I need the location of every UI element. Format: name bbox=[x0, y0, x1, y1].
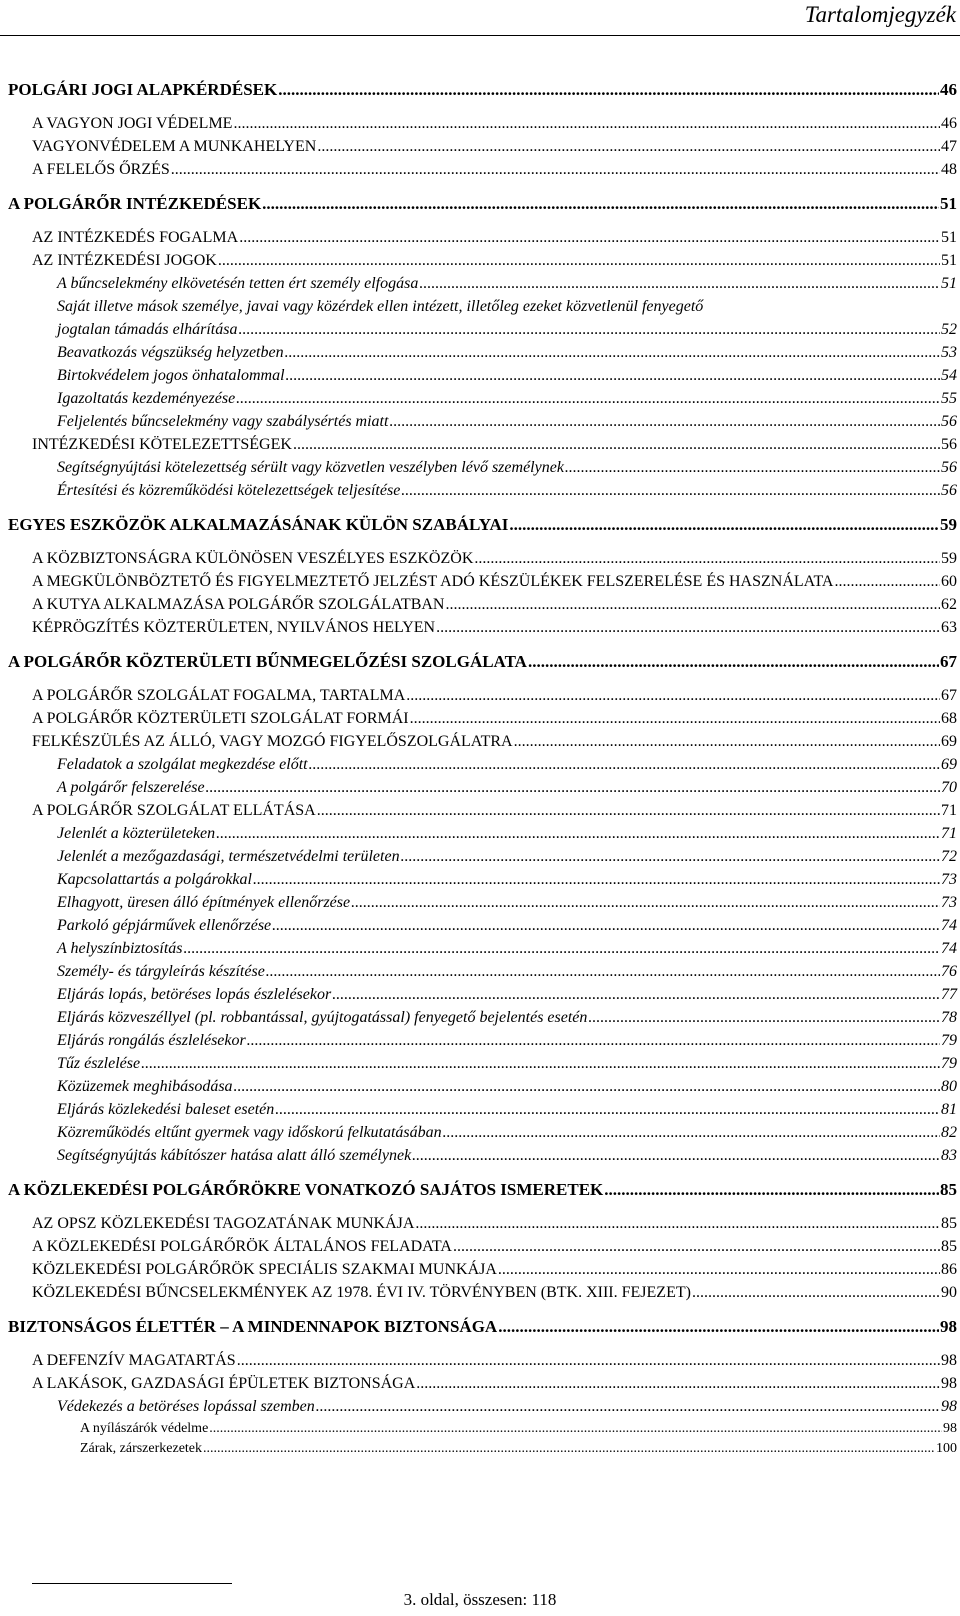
toc-entry-title: A KUTYA ALKALMAZÁSA POLGÁRŐR SZOLGÁLATBAN bbox=[32, 596, 445, 613]
toc-entry-level-3[interactable] bbox=[0, 779, 960, 802]
toc-entry-page-number: 79 bbox=[941, 1055, 957, 1072]
toc-entry-title: BIZTONSÁGOS ÉLETTÉR – A MINDENNAPOK BIZTONSÁGA bbox=[8, 1317, 498, 1336]
dot-leader bbox=[401, 848, 940, 866]
dot-leader bbox=[233, 115, 940, 133]
dot-leader bbox=[286, 367, 940, 385]
toc-entry-title: A DEFENZÍV MAGATARTÁS bbox=[32, 1352, 236, 1369]
toc-entry-level-3[interactable] bbox=[0, 986, 960, 1009]
toc-entry-page-number: 98 bbox=[940, 1317, 957, 1336]
dot-leader bbox=[416, 1375, 940, 1393]
dot-leader bbox=[262, 194, 939, 214]
toc-entry-level-2[interactable] bbox=[0, 687, 960, 710]
toc-entry-page-number: 54 bbox=[941, 367, 957, 384]
toc-entry-level-3[interactable] bbox=[0, 917, 960, 940]
toc-entry-title: A helyszínbiztosítás bbox=[57, 940, 183, 957]
toc-entry-title: A POLGÁRŐR KÖZTERÜLETI BŰNMEGELŐZÉSI SZOLGÁLATA bbox=[8, 652, 527, 671]
dot-leader bbox=[351, 894, 940, 912]
toc-entry-level-2[interactable] bbox=[0, 733, 960, 756]
toc-entry-level-3[interactable] bbox=[0, 1101, 960, 1124]
toc-entry-title: A MEGKÜLÖNBÖZTETŐ ÉS FIGYELMEZTETŐ JELZÉST ADÓ KÉSZÜLÉKEK FELSZERELÉSE ÉS HASZNÁLATA bbox=[32, 573, 834, 590]
toc-entry-level-2[interactable] bbox=[0, 619, 960, 642]
toc-entry-page-number: 71 bbox=[941, 802, 957, 819]
toc-entry-level-2[interactable] bbox=[0, 802, 960, 825]
toc-entry-page-number: 48 bbox=[941, 161, 957, 178]
toc-entry-level-3[interactable] bbox=[0, 1009, 960, 1032]
toc-entry-page-number: 46 bbox=[941, 115, 957, 132]
dot-leader bbox=[206, 779, 940, 797]
toc-entry-level-4[interactable] bbox=[0, 1441, 960, 1461]
toc-entry-page-number: 56 bbox=[941, 413, 957, 430]
toc-entry-title: VAGYONVÉDELEM A MUNKAHELYEN bbox=[32, 138, 317, 155]
dot-leader bbox=[141, 1055, 940, 1073]
toc-entry-page-number: 52 bbox=[941, 321, 957, 338]
toc-entry-page-number: 83 bbox=[941, 1147, 957, 1164]
toc-entry-title: A KÖZLEKEDÉSI POLGÁRŐRÖKRE VONATKOZÓ SAJÁTOS ISMERETEK bbox=[8, 1180, 604, 1199]
dot-leader bbox=[474, 550, 940, 568]
toc-entry-title: Jelenlét a mezőgazdasági, természetvédelmi területen bbox=[57, 848, 400, 865]
header-divider bbox=[0, 35, 960, 36]
dot-leader bbox=[203, 1441, 935, 1457]
toc-entry-title: FELKÉSZÜLÉS AZ ÁLLÓ, VAGY MOZGÓ FIGYELŐSZOLGÁLATRA bbox=[32, 733, 513, 750]
toc-entry-level-3[interactable] bbox=[0, 871, 960, 894]
toc-entry-level-3[interactable] bbox=[0, 1032, 960, 1055]
toc-entry-page-number: 81 bbox=[941, 1101, 957, 1118]
toc-entry-title: Eljárás lopás, betöréses lopás észlelésekor bbox=[57, 986, 332, 1003]
toc-entry-title: Személy- és tárgyleírás készítése bbox=[57, 963, 265, 980]
toc-entry-page-number: 55 bbox=[941, 390, 957, 407]
toc-entry-title: KÖZLEKEDÉSI BŰNCSELEKMÉNYEK AZ 1978. ÉVI IV. TÖRVÉNYBEN (BTK. XIII. FEJEZET) bbox=[32, 1284, 691, 1301]
toc-entry-page-number: 53 bbox=[941, 344, 957, 361]
dot-leader bbox=[317, 138, 940, 156]
toc-entry-level-2[interactable] bbox=[0, 1261, 960, 1284]
toc-entry-page-number: 56 bbox=[941, 482, 957, 499]
toc-entry-page-number: 63 bbox=[941, 619, 957, 636]
dot-leader bbox=[528, 652, 939, 672]
toc-entry-title: Kapcsolattartás a polgárokkal bbox=[57, 871, 252, 888]
dot-leader bbox=[443, 1124, 940, 1142]
toc-entry-level-3[interactable] bbox=[0, 321, 960, 344]
toc-entry-page-number: 98 bbox=[941, 1398, 957, 1415]
toc-entry-level-3[interactable] bbox=[0, 1398, 960, 1421]
toc-entry-level-2[interactable] bbox=[0, 710, 960, 733]
toc-entry-page-number: 51 bbox=[941, 252, 957, 269]
dot-leader bbox=[293, 436, 940, 454]
toc-entry-page-number: 78 bbox=[941, 1009, 957, 1026]
toc-entry-level-2[interactable] bbox=[0, 1352, 960, 1375]
toc-entry-title: Eljárás rongálás észlelésekor bbox=[57, 1032, 246, 1049]
dot-leader bbox=[239, 229, 940, 247]
toc-entry-page-number: 79 bbox=[941, 1032, 957, 1049]
toc-entry-page-number: 71 bbox=[941, 825, 957, 842]
toc-entry-level-2[interactable] bbox=[0, 252, 960, 275]
header-title: Tartalomjegyzék bbox=[804, 2, 956, 27]
dot-leader bbox=[498, 1261, 940, 1279]
toc-entry-title: Közreműködés eltűnt gyermek vagy időskorú felkutatásában bbox=[57, 1124, 442, 1141]
toc-entry-level-1[interactable] bbox=[0, 194, 960, 221]
toc-entry-page-number: 68 bbox=[941, 710, 957, 727]
dot-leader bbox=[401, 482, 940, 500]
toc-entry-page-number: 62 bbox=[941, 596, 957, 613]
toc-entry-page-number: 98 bbox=[941, 1352, 957, 1369]
toc-entry-title: Értesítési és közreműködési kötelezettségek teljesítése bbox=[57, 482, 401, 499]
dot-leader bbox=[309, 756, 940, 774]
toc-entry-page-number: 74 bbox=[941, 940, 957, 957]
toc-entry-level-1[interactable] bbox=[0, 1180, 960, 1207]
toc-entry-title: A POLGÁRŐR SZOLGÁLAT FOGALMA, TARTALMA bbox=[32, 687, 406, 704]
dot-leader bbox=[565, 459, 940, 477]
toc-entry-page-number: 85 bbox=[940, 1180, 957, 1199]
dot-leader bbox=[415, 1215, 940, 1233]
toc-entry-page-number: 51 bbox=[941, 229, 957, 246]
page-header bbox=[0, 0, 960, 36]
dot-leader bbox=[209, 1421, 942, 1437]
toc-entry-title: Tűz észlelése bbox=[57, 1055, 141, 1072]
toc-entry-title: Feljelentés bűncselekmény vagy szabálysértés miatt bbox=[57, 413, 389, 430]
dot-leader bbox=[419, 275, 940, 293]
toc-entry-level-3[interactable] bbox=[0, 344, 960, 367]
dot-leader bbox=[275, 1101, 940, 1119]
toc-entry-title: Segítségnyújtási kötelezettség sérült vagy közvetlen veszélyben lévő személynek bbox=[57, 459, 564, 476]
toc-entry-page-number: 98 bbox=[943, 1421, 957, 1436]
toc-entry-title: INTÉZKEDÉSI KÖTELEZETTSÉGEK bbox=[32, 436, 292, 453]
dot-leader bbox=[509, 515, 939, 535]
toc-entry-level-2[interactable] bbox=[0, 1215, 960, 1238]
toc-entry-title: A nyílászárók védelme bbox=[80, 1421, 209, 1436]
dot-leader bbox=[216, 825, 940, 843]
toc-entry-title: Eljárás közlekedési baleset esetén bbox=[57, 1101, 275, 1118]
dot-leader bbox=[278, 80, 939, 100]
toc-entry-title: A bűncselekmény elkövetésén tetten ért személy elfogása bbox=[57, 275, 419, 292]
toc-entry-level-2[interactable] bbox=[0, 161, 960, 184]
toc-entry-level-3[interactable] bbox=[0, 1124, 960, 1147]
dot-leader bbox=[266, 963, 940, 981]
toc-entry-level-3[interactable] bbox=[0, 940, 960, 963]
toc-entry-page-number: 98 bbox=[941, 1375, 957, 1392]
toc-entry-title: Parkoló gépjárművek ellenőrzése bbox=[57, 917, 272, 934]
toc-entry-page-number: 72 bbox=[941, 848, 957, 865]
toc-entry-level-2[interactable] bbox=[0, 1238, 960, 1261]
toc-entry-level-2[interactable] bbox=[0, 1284, 960, 1307]
toc-entry-title: Segítségnyújtás kábítószer hatása alatt álló személynek bbox=[57, 1147, 412, 1164]
toc-entry-level-2[interactable] bbox=[0, 436, 960, 459]
toc-entry-title: A LAKÁSOK, GAZDASÁGI ÉPÜLETEK BIZTONSÁGA bbox=[32, 1375, 416, 1392]
toc-entry-level-2[interactable] bbox=[0, 550, 960, 573]
toc-entry-page-number: 56 bbox=[941, 459, 957, 476]
toc-entry-page-number: 73 bbox=[941, 894, 957, 911]
toc-entry-title: AZ OPSZ KÖZLEKEDÉSI TAGOZATÁNAK MUNKÁJA bbox=[32, 1215, 415, 1232]
toc-entry-title: A KÖZLEKEDÉSI POLGÁRŐRÖK ÁLTALÁNOS FELADATA bbox=[32, 1238, 452, 1255]
toc-entry-level-3[interactable] bbox=[0, 1078, 960, 1101]
dot-leader bbox=[184, 940, 941, 958]
toc-entry-level-3[interactable] bbox=[0, 459, 960, 482]
toc-entry-level-3[interactable] bbox=[0, 848, 960, 871]
dot-leader bbox=[171, 161, 940, 179]
toc-entry-title-line1: Saját illetve mások személye, javai vagy közérdek ellen intézett, illetőleg ezeket közvetlenül fenyegető bbox=[57, 298, 704, 315]
toc-entry-level-3[interactable] bbox=[0, 482, 960, 505]
toc-entry-page-number: 86 bbox=[941, 1261, 957, 1278]
dot-leader bbox=[317, 802, 940, 820]
toc-entry-page-number: 77 bbox=[941, 986, 957, 1003]
toc-entry-title: AZ INTÉZKEDÉS FOGALMA bbox=[32, 229, 239, 246]
toc-entry-page-number: 56 bbox=[941, 436, 957, 453]
toc-entry-page-number: 82 bbox=[941, 1124, 957, 1141]
dot-leader bbox=[247, 1032, 940, 1050]
toc-entry-level-4[interactable] bbox=[0, 1421, 960, 1441]
toc-entry-title: A polgárőr felszerelése bbox=[57, 779, 205, 796]
toc-entry-page-number: 46 bbox=[940, 80, 957, 99]
dot-leader bbox=[436, 619, 940, 637]
toc-entry-page-number: 67 bbox=[941, 687, 957, 704]
toc-entry-title: A KÖZBIZTONSÁGRA KÜLÖNÖSEN VESZÉLYES ESZKÖZÖK bbox=[32, 550, 474, 567]
toc-entry-page-number: 51 bbox=[940, 194, 957, 213]
toc-entry-title: A FELELŐS ŐRZÉS bbox=[32, 161, 170, 178]
toc-entry-page-number: 90 bbox=[941, 1284, 957, 1301]
toc-entry-title: jogtalan támadás elhárítása bbox=[57, 321, 238, 338]
dot-leader bbox=[692, 1284, 940, 1302]
toc-entry-page-number: 69 bbox=[941, 733, 957, 750]
dot-leader bbox=[410, 710, 940, 728]
toc-entry-title: Igazoltatás kezdeményezése bbox=[57, 390, 236, 407]
toc-entry-title: Beavatkozás végszükség helyzetben bbox=[57, 344, 284, 361]
dot-leader bbox=[406, 687, 940, 705]
dot-leader bbox=[412, 1147, 940, 1165]
dot-leader bbox=[253, 871, 940, 889]
dot-leader bbox=[218, 252, 940, 270]
toc-entry-page-number: 85 bbox=[941, 1215, 957, 1232]
toc-entry-level-3[interactable] bbox=[0, 367, 960, 390]
toc-entry-page-number: 80 bbox=[941, 1078, 957, 1095]
page-counter: 3. oldal, összesen: 118 bbox=[403, 1590, 557, 1609]
toc-entry-page-number: 76 bbox=[941, 963, 957, 980]
dot-leader bbox=[389, 413, 940, 431]
toc-entry-level-2[interactable] bbox=[0, 596, 960, 619]
dot-leader bbox=[453, 1238, 940, 1256]
toc-entry-page-number: 69 bbox=[941, 756, 957, 773]
dot-leader bbox=[498, 1317, 939, 1337]
toc-entry-page-number: 59 bbox=[940, 515, 957, 534]
table-of-contents bbox=[0, 70, 960, 1461]
dot-leader bbox=[272, 917, 940, 935]
toc-entry-level-2[interactable] bbox=[0, 138, 960, 161]
toc-entry-level-1[interactable] bbox=[0, 515, 960, 542]
toc-entry-title: KÖZLEKEDÉSI POLGÁRŐRÖK SPECIÁLIS SZAKMAI MUNKÁJA bbox=[32, 1261, 497, 1278]
toc-entry-level-3[interactable] bbox=[0, 963, 960, 986]
toc-entry-title: A POLGÁRŐR SZOLGÁLAT ELLÁTÁSA bbox=[32, 802, 316, 819]
dot-leader bbox=[238, 321, 940, 339]
toc-entry-page-number: 73 bbox=[941, 871, 957, 888]
toc-entry-page-number: 100 bbox=[936, 1441, 957, 1456]
toc-entry-title: AZ INTÉZKEDÉSI JOGOK bbox=[32, 252, 217, 269]
toc-entry-level-1[interactable] bbox=[0, 652, 960, 679]
toc-entry-title: A POLGÁRŐR INTÉZKEDÉSEK bbox=[8, 194, 262, 213]
toc-entry-title: KÉPRÖGZÍTÉS KÖZTERÜLETEN, NYILVÁNOS HELYEN bbox=[32, 619, 436, 636]
toc-entry-level-3[interactable] bbox=[0, 413, 960, 436]
toc-entry-title: Eljárás közveszéllyel (pl. robbantással, gyújtogatással) fenyegető bejelentés esetén bbox=[57, 1009, 588, 1026]
toc-entry-level-2[interactable] bbox=[0, 1375, 960, 1398]
toc-entry-level-3[interactable] bbox=[0, 275, 960, 298]
dot-leader bbox=[234, 1078, 940, 1096]
toc-entry-page-number: 59 bbox=[941, 550, 957, 567]
dot-leader bbox=[604, 1180, 939, 1200]
toc-entry-title: POLGÁRI JOGI ALAPKÉRDÉSEK bbox=[8, 80, 278, 99]
toc-entry-title: A VAGYON JOGI VÉDELME bbox=[32, 115, 233, 132]
toc-entry-level-3[interactable] bbox=[0, 825, 960, 848]
toc-entry-level-1[interactable] bbox=[0, 1317, 960, 1344]
toc-entry-title: EGYES ESZKÖZÖK ALKALMAZÁSÁNAK KÜLÖN SZABÁLYAI bbox=[8, 515, 509, 534]
dot-leader bbox=[237, 1352, 940, 1370]
toc-entry-page-number: 67 bbox=[940, 652, 957, 671]
toc-entry-level-3[interactable] bbox=[0, 390, 960, 413]
toc-entry-title: Elhagyott, üresen álló építmények ellenőrzése bbox=[57, 894, 351, 911]
toc-entry-title: A POLGÁRŐR KÖZTERÜLETI SZOLGÁLAT FORMÁI bbox=[32, 710, 409, 727]
dot-leader bbox=[236, 390, 940, 408]
toc-entry-level-3[interactable] bbox=[0, 1055, 960, 1078]
toc-entry-level-3[interactable] bbox=[0, 756, 960, 779]
toc-entry-level-3[interactable] bbox=[0, 1147, 960, 1170]
toc-entry-title: Közüzemek meghibásodása bbox=[57, 1078, 233, 1095]
toc-entry-page-number: 60 bbox=[941, 573, 957, 590]
dot-leader bbox=[285, 344, 940, 362]
toc-entry-title: Birtokvédelem jogos önhatalommal bbox=[57, 367, 285, 384]
toc-entry-page-number: 70 bbox=[941, 779, 957, 796]
dot-leader bbox=[445, 596, 940, 614]
toc-entry-level-2[interactable] bbox=[0, 573, 960, 596]
toc-entry-page-number: 85 bbox=[941, 1238, 957, 1255]
toc-entry-level-2[interactable] bbox=[0, 115, 960, 138]
dot-leader bbox=[514, 733, 940, 751]
toc-entry-level-2[interactable] bbox=[0, 229, 960, 252]
toc-entry-title: Zárak, zárszerkezetek bbox=[80, 1441, 203, 1456]
dot-leader bbox=[316, 1398, 940, 1416]
toc-entry-page-number: 47 bbox=[941, 138, 957, 155]
toc-entry-title: Védekezés a betöréses lopással szemben bbox=[57, 1398, 315, 1415]
toc-entry-page-number: 74 bbox=[941, 917, 957, 934]
footer-divider bbox=[32, 1583, 232, 1584]
toc-entry-page-number: 51 bbox=[941, 275, 957, 292]
dot-leader bbox=[588, 1009, 940, 1027]
toc-entry-level-3[interactable] bbox=[0, 894, 960, 917]
toc-entry-level-1[interactable] bbox=[0, 80, 960, 107]
toc-entry-title: Feladatok a szolgálat megkezdése előtt bbox=[57, 756, 308, 773]
dot-leader bbox=[834, 573, 940, 591]
toc-entry-title: Jelenlét a közterületeken bbox=[57, 825, 216, 842]
dot-leader bbox=[332, 986, 940, 1004]
